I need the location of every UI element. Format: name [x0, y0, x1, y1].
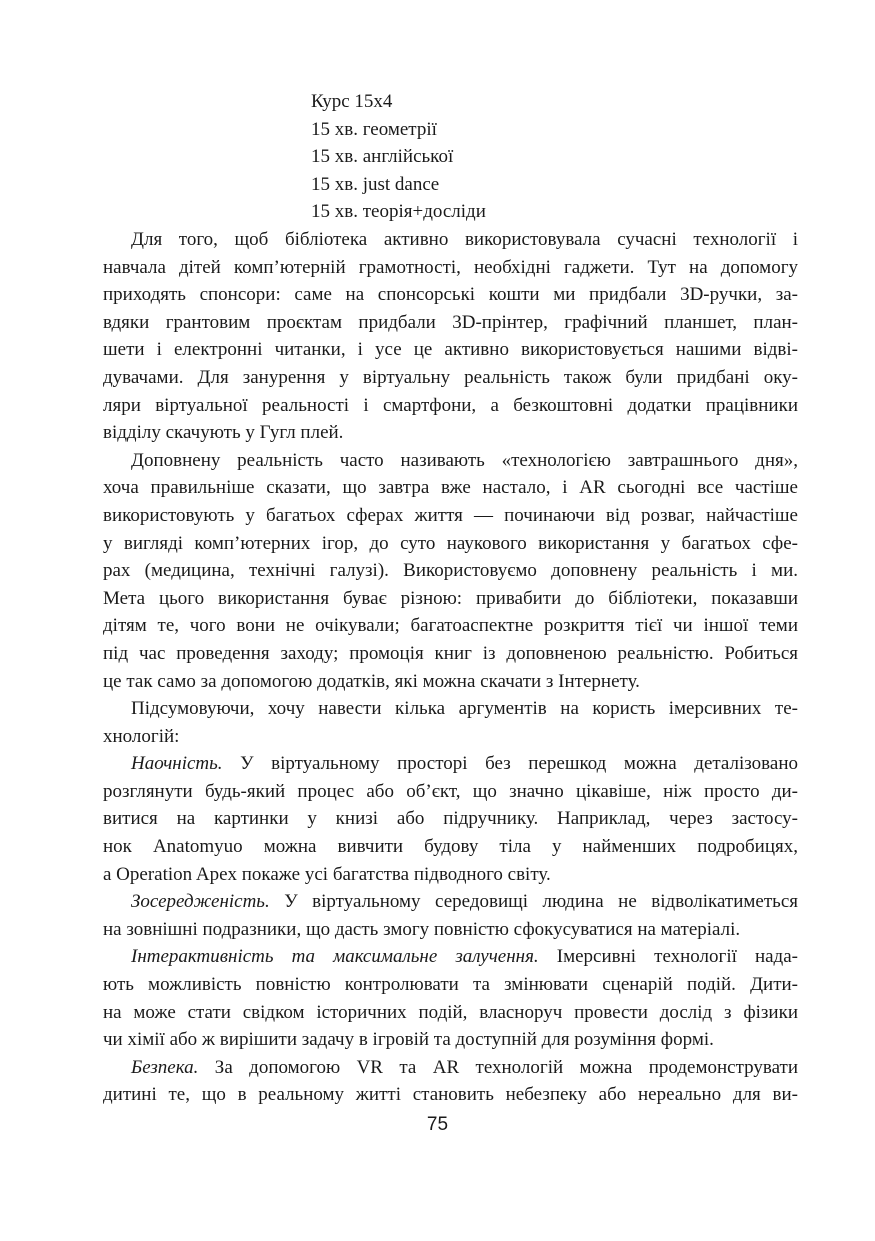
text-line: дитині те, що в реальному житті становить небезпеку або нереально для ви-	[103, 1084, 798, 1106]
text-line: хоча правильніше сказати, що завтра вже настало, і AR сьогодні все частіше	[103, 477, 798, 499]
text-line: Інтерактивність та максимальне залучення. Імерсивні технології нада-	[131, 946, 798, 968]
text-line: Зосередженість. У віртуальному середовищі людина не відволікатиметься	[131, 891, 798, 913]
text-line: а Operation Apex покаже усі багатства підводного світу.	[103, 863, 551, 885]
text-line: Мета цього використання буває різною: привабити до бібліотеки, показавши	[103, 587, 798, 609]
list-item: 15 хв. геометрії	[311, 118, 437, 140]
text-line: відділу скачують у Гугл плей.	[103, 422, 344, 444]
list-item: Курс 15х4	[311, 91, 393, 112]
list-item: 15 хв. just dance	[311, 173, 440, 195]
text-line: навчала дітей комп’ютерній грамотності, необхідні гаджети. Тут на допомогу	[103, 256, 798, 278]
text-line: під час проведення заходу; промоція книг із доповненою реальністю. Робиться	[103, 642, 798, 664]
text-line: рах (медицина, технічні галузі). Використовуємо доповнену реальність і ми.	[103, 560, 798, 582]
text-line: дувачами. Для занурення у віртуальну реальність також були придбані оку-	[103, 366, 798, 388]
text-line: це так само за допомогою додатків, які можна скачати з Інтернету.	[103, 670, 640, 692]
term-label: Наочність.	[131, 753, 223, 775]
text-line: витися на картинки у книзі або підручнику. Наприклад, через застосу-	[103, 808, 798, 830]
term-label: Зосередженість.	[131, 891, 270, 913]
text-line: вдяки грантовим проєктам придбали 3D-прінтер, графічний планшет, план-	[103, 311, 798, 333]
text-line: Для того, щоб бібліотека активно використовувала сучасні технології і	[131, 229, 798, 250]
text-line: нок Anatomyuo можна вивчити будову тіла у найменших подробицях,	[103, 836, 798, 858]
list-item: 15 хв. англійської	[311, 146, 454, 167]
term-label: Інтерактивність та максимальне залучення.	[131, 946, 539, 968]
text-line: ляри віртуальної реальності і смартфони, а безкоштовні додатки працівники	[103, 394, 798, 416]
text-line: приходять спонсори: саме на спонсорські кошти ми придбали 3D-ручки, за-	[103, 284, 798, 306]
text-line: використовують у багатьох сферах життя — починаючи від розваг, найчастіше	[103, 504, 798, 526]
text-line: чи хімії або ж вирішити задачу в ігровій та доступній для розуміння формі.	[103, 1029, 714, 1051]
list-item: 15 хв. теорія+досліди	[311, 201, 486, 222]
text-line: хнологій:	[103, 725, 180, 747]
text-line: розглянути будь-який процес або об’єкт, що значно цікавіше, ніж просто ди-	[103, 780, 798, 802]
text-line: шети і електронні читанки, і усе це активно використовується нашими відві-	[103, 339, 798, 361]
page-number: 75	[426, 1114, 449, 1135]
text-line: у вигляді комп’ютерних ігор, до суто наукового використання у багатьох сфе-	[103, 532, 798, 554]
text-line: ють можливість повністю контролювати та змінювати сценарій подій. Дити-	[103, 974, 798, 996]
text-line: на може стати свідком історичних подій, власноруч провести дослід з фізики	[103, 1001, 798, 1023]
text-line: Підсумовуючи, хочу навести кілька аргументів на користь імерсивних те-	[131, 698, 798, 720]
text-line: Безпека. За допомогою VR та AR технологій можна продемонструвати	[131, 1056, 798, 1078]
text-line: дітям те, чого вони не очікували; багатоаспектне розкриття тієї чи іншої теми	[103, 615, 798, 637]
text-line: Наочність. У віртуальному просторі без перешкод можна деталізовано	[131, 753, 798, 775]
course-list	[311, 88, 486, 226]
body-text	[103, 226, 798, 1109]
text-line: на зовнішні подразники, що дасть змогу повністю сфокусуватися на матеріалі.	[103, 918, 741, 940]
text-line: Доповнену реальність часто називають «технологією завтрашнього дня»,	[131, 449, 798, 471]
term-label: Безпека.	[131, 1056, 199, 1078]
